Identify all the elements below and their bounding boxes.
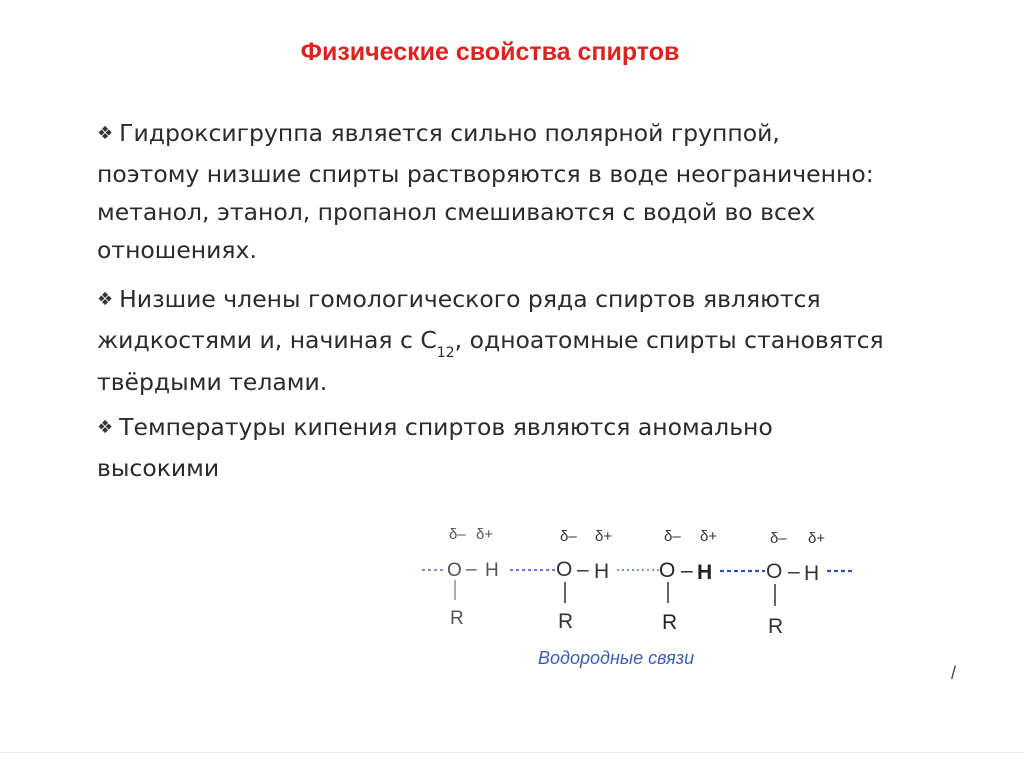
o-h-bond: – xyxy=(466,559,477,580)
paragraph-homologous-series xyxy=(97,280,884,401)
radical-label: R xyxy=(768,615,784,638)
paragraph-line: жидкостями и, начиная с $С_{12}$, одноатомные спирты становятся xyxy=(97,326,884,361)
paragraph-line: отношениях. xyxy=(97,236,257,264)
paragraph-line: поэтому низшие спирты растворяются в воде неограниченно: xyxy=(97,160,874,188)
subscript-12: 12 xyxy=(436,345,455,361)
hydrogen-atom: H xyxy=(804,562,820,585)
paragraph-line: ❖ Температуры кипения спиртов являются аномально xyxy=(97,413,773,441)
slide-title: Физические свойства спиртов xyxy=(300,38,680,66)
diamond-bullet-icon: ❖ xyxy=(97,289,114,310)
delta-plus-label: δ+ xyxy=(595,528,613,545)
o-h-bond: – xyxy=(577,558,589,581)
o-h-bond: – xyxy=(788,560,800,583)
radical-label: R xyxy=(558,610,574,633)
paragraph-hydroxyl-polarity xyxy=(97,114,874,269)
paragraph-line: ❖ Низшие члены гомологического ряда спиртов являются xyxy=(97,285,821,313)
oxygen-atom: O xyxy=(447,560,462,581)
paragraph-boiling-points xyxy=(97,408,773,487)
hydrogen-atom: H xyxy=(485,560,499,581)
paragraph-line: метанол, этанол, пропанол смешиваются с водой во всех xyxy=(97,198,816,226)
corner-mark: / xyxy=(951,663,957,683)
paragraph-line: твёрдыми телами. xyxy=(97,368,328,396)
delta-plus-label: δ+ xyxy=(808,530,826,547)
radical-label: R xyxy=(450,608,464,629)
slide-bottom-divider xyxy=(0,752,1024,753)
oxygen-atom: O xyxy=(659,559,676,582)
o-h-bond: – xyxy=(681,559,693,582)
delta-minus-label: δ– xyxy=(770,530,787,547)
delta-minus-label: δ– xyxy=(560,528,577,545)
diamond-bullet-icon: ❖ xyxy=(97,417,114,438)
oxygen-atom: O xyxy=(766,560,783,583)
delta-plus-label: δ+ xyxy=(476,526,494,543)
delta-minus-label: δ– xyxy=(449,526,466,543)
hydrogen-atom: H xyxy=(594,560,610,583)
paragraph-line: высокими xyxy=(97,454,220,482)
oxygen-atom: O xyxy=(556,558,573,581)
delta-plus-label: δ+ xyxy=(700,528,718,545)
paragraph-line: ❖ Гидроксигруппа является сильно полярной группой, xyxy=(97,119,780,147)
radical-label: R xyxy=(662,611,678,634)
diamond-bullet-icon: ❖ xyxy=(97,123,114,144)
delta-minus-label: δ– xyxy=(664,528,681,545)
hydrogen-bonds-caption: Водородные связи xyxy=(538,648,695,668)
hydrogen-atom: H xyxy=(697,561,713,584)
